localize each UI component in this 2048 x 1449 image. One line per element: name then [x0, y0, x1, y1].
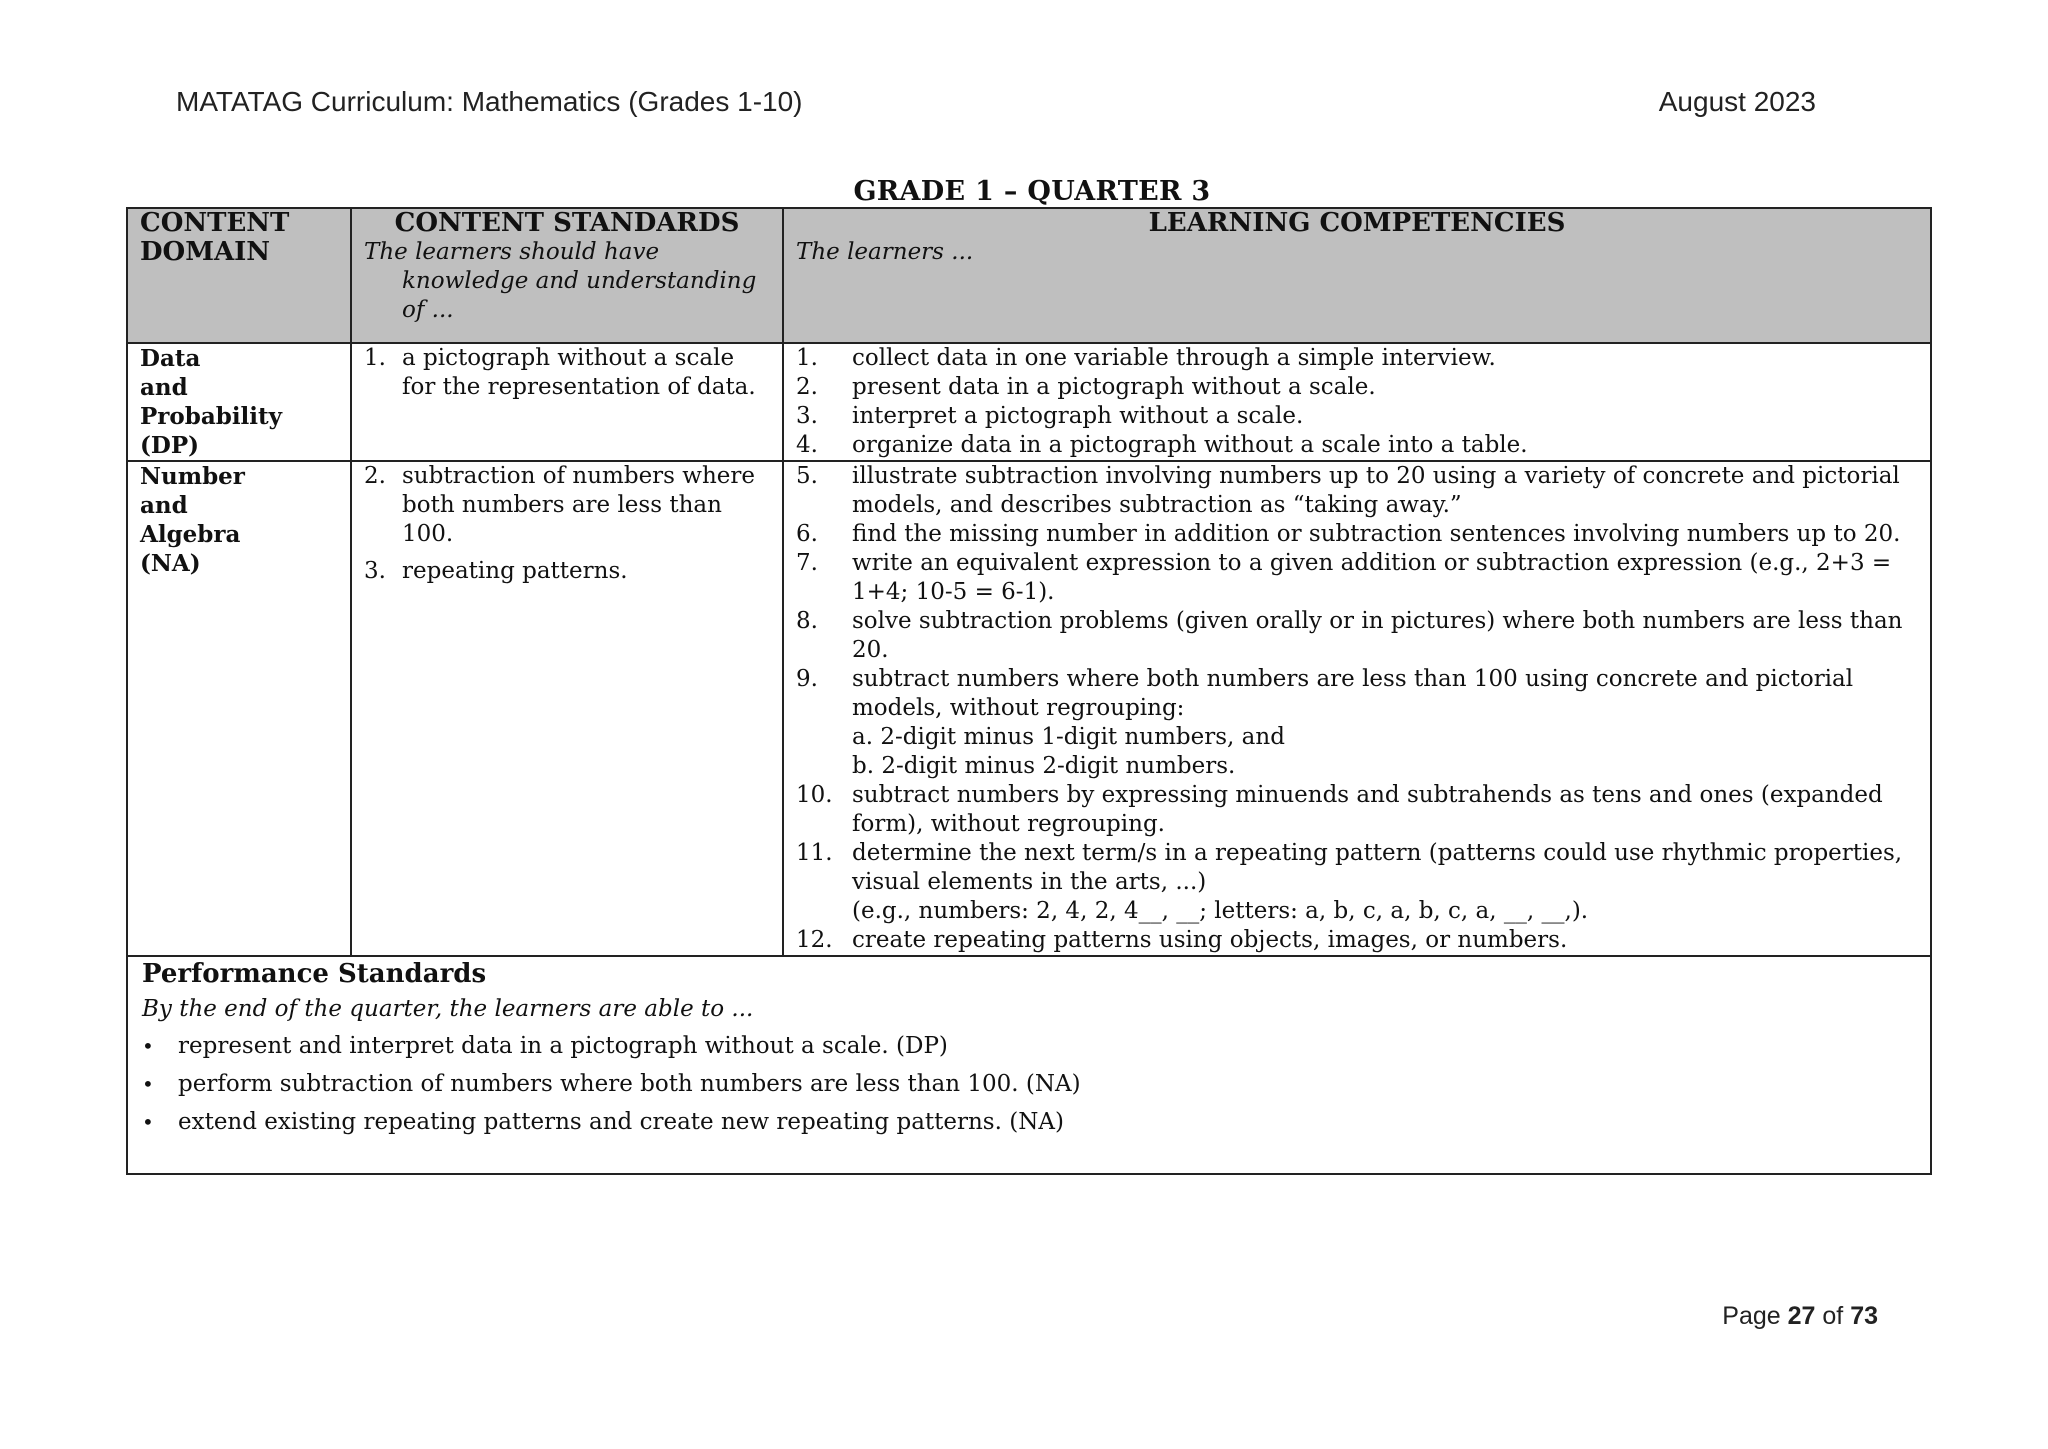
of-label: of	[1822, 1302, 1844, 1330]
competency-item	[796, 520, 1918, 549]
competency-subtext: a. 2-digit minus 1-digit numbers, and	[852, 724, 1285, 750]
competency-item	[796, 926, 1918, 955]
competencies-cell	[783, 343, 1931, 461]
domain-cell	[127, 461, 351, 956]
header-content-domain	[127, 208, 351, 343]
standard-number: 1.	[364, 345, 386, 371]
competency-text: illustrate subtraction involving numbers up to 20 using a variety of concrete and pictorial models, and describes subtraction as “taking away.”	[852, 463, 1900, 518]
header-learning-competencies	[783, 208, 1931, 343]
domain-line: and	[140, 374, 188, 401]
competency-text: write an equivalent expression to a given addition or subtraction expression (e.g., 2+3 = 1+4; 10-5 = 6-1).	[852, 550, 1892, 605]
document-title: MATATAG Curriculum: Mathematics (Grades 1-10)	[176, 86, 803, 117]
competency-number: 2.	[796, 374, 818, 400]
competency-text: subtract numbers by expressing minuends and subtrahends as tens and ones (expanded form), without regrouping.	[852, 782, 1883, 837]
standard-number: 2.	[364, 463, 386, 489]
competency-number: 7.	[796, 550, 818, 576]
standard-number: 3.	[364, 558, 386, 584]
competency-number: 3.	[796, 403, 818, 429]
bullet-icon: •	[142, 1034, 154, 1058]
bullet-icon: •	[142, 1072, 154, 1096]
page-number	[1722, 1302, 1878, 1331]
curriculum-table	[126, 207, 1932, 1175]
standard-item	[364, 557, 770, 586]
header-content-standards	[351, 208, 783, 343]
table-row	[127, 343, 1931, 461]
current-page: 27	[1787, 1302, 1816, 1330]
competency-number: 9.	[796, 666, 818, 692]
competency-subtext: b. 2-digit minus 2-digit numbers.	[852, 753, 1236, 779]
domain-line: Probability	[140, 403, 283, 430]
performance-title: Performance Standards	[142, 959, 487, 989]
competencies-cell	[783, 461, 1931, 956]
performance-item	[142, 1027, 1916, 1065]
competency-item	[796, 373, 1918, 402]
performance-item	[142, 1103, 1916, 1141]
competency-item	[796, 665, 1918, 781]
competency-number: 6.	[796, 521, 818, 547]
competency-text: organize data in a pictograph without a scale into a table.	[852, 432, 1528, 458]
performance-item	[142, 1065, 1916, 1103]
competency-number: 1.	[796, 345, 818, 371]
competency-item	[796, 781, 1918, 839]
competency-item	[796, 402, 1918, 431]
domain-cell	[127, 343, 351, 461]
competency-text: solve subtraction problems (given orally or in pictures) where both numbers are less than 20.	[852, 608, 1903, 663]
competency-subtext: (e.g., numbers: 2, 4, 2, 4__, __; letters: a, b, c, a, b, c, a, __, __,).	[852, 898, 1589, 924]
standard-text: a pictograph without a scale for the representation of data.	[402, 345, 756, 400]
performance-item-text: perform subtraction of numbers where both numbers are less than 100. (NA)	[178, 1071, 1081, 1097]
section-title: GRADE 1 – QUARTER 3	[853, 176, 1211, 207]
competency-text: find the missing number in addition or subtraction sentences involving numbers up to 20.	[852, 521, 1901, 547]
bullet-icon: •	[142, 1110, 154, 1134]
competency-item	[796, 607, 1918, 665]
domain-line: (DP)	[140, 432, 200, 459]
performance-intro: By the end of the quarter, the learners are able to ...	[142, 996, 754, 1022]
competency-text: subtract numbers where both numbers are less than 100 using concrete and pictorial models, without regrouping:	[852, 666, 1854, 721]
standard-text: subtraction of numbers where both numbers are less than 100.	[402, 463, 756, 547]
page-header	[176, 86, 1816, 118]
competency-number: 11.	[796, 840, 833, 866]
domain-line: Number	[140, 463, 245, 490]
competency-item	[796, 431, 1918, 460]
competency-number: 5.	[796, 463, 818, 489]
competency-item	[796, 344, 1918, 373]
competency-number: 10.	[796, 782, 833, 808]
total-pages: 73	[1850, 1302, 1878, 1330]
performance-row	[127, 956, 1931, 1174]
competency-text: collect data in one variable through a simple interview.	[852, 345, 1496, 371]
header-standards-subtitle: The learners should have knowledge and understanding of ...	[364, 239, 757, 323]
header-standards-title: CONTENT STANDARDS	[394, 208, 740, 238]
competency-number: 8.	[796, 608, 818, 634]
domain-line: Data	[140, 345, 201, 372]
header-domain-title: CONTENT DOMAIN	[140, 208, 290, 267]
domain-line: and	[140, 492, 188, 519]
table-row	[127, 461, 1931, 956]
document-date: August 2023	[1658, 86, 1816, 117]
competency-item	[796, 462, 1918, 520]
competency-number: 12.	[796, 927, 833, 953]
page-label: Page	[1722, 1302, 1781, 1330]
competency-item	[796, 839, 1918, 926]
performance-standards	[127, 956, 1931, 1174]
competency-text: determine the next term/s in a repeating pattern (patterns could use rhythmic properties, visual elements in the arts, ...)	[852, 840, 1903, 895]
competency-text: present data in a pictograph without a scale.	[852, 374, 1376, 400]
performance-item-text: extend existing repeating patterns and create new repeating patterns. (NA)	[178, 1109, 1064, 1135]
standard-text: repeating patterns.	[402, 558, 628, 584]
competency-text: create repeating patterns using objects, images, or numbers.	[852, 927, 1568, 953]
domain-line: Algebra	[140, 521, 241, 548]
competency-text: interpret a pictograph without a scale.	[852, 403, 1304, 429]
performance-item-text: represent and interpret data in a pictograph without a scale. (DP)	[178, 1033, 948, 1059]
standards-cell	[351, 461, 783, 956]
standard-item	[364, 344, 770, 402]
standard-item	[364, 462, 770, 549]
domain-line: (NA)	[140, 550, 201, 577]
header-competencies-title: LEARNING COMPETENCIES	[1148, 208, 1566, 238]
competency-item	[796, 549, 1918, 607]
competency-number: 4.	[796, 432, 818, 458]
header-competencies-subtitle: The learners ...	[796, 239, 974, 265]
standards-cell	[351, 343, 783, 461]
table-header-row	[127, 208, 1931, 343]
